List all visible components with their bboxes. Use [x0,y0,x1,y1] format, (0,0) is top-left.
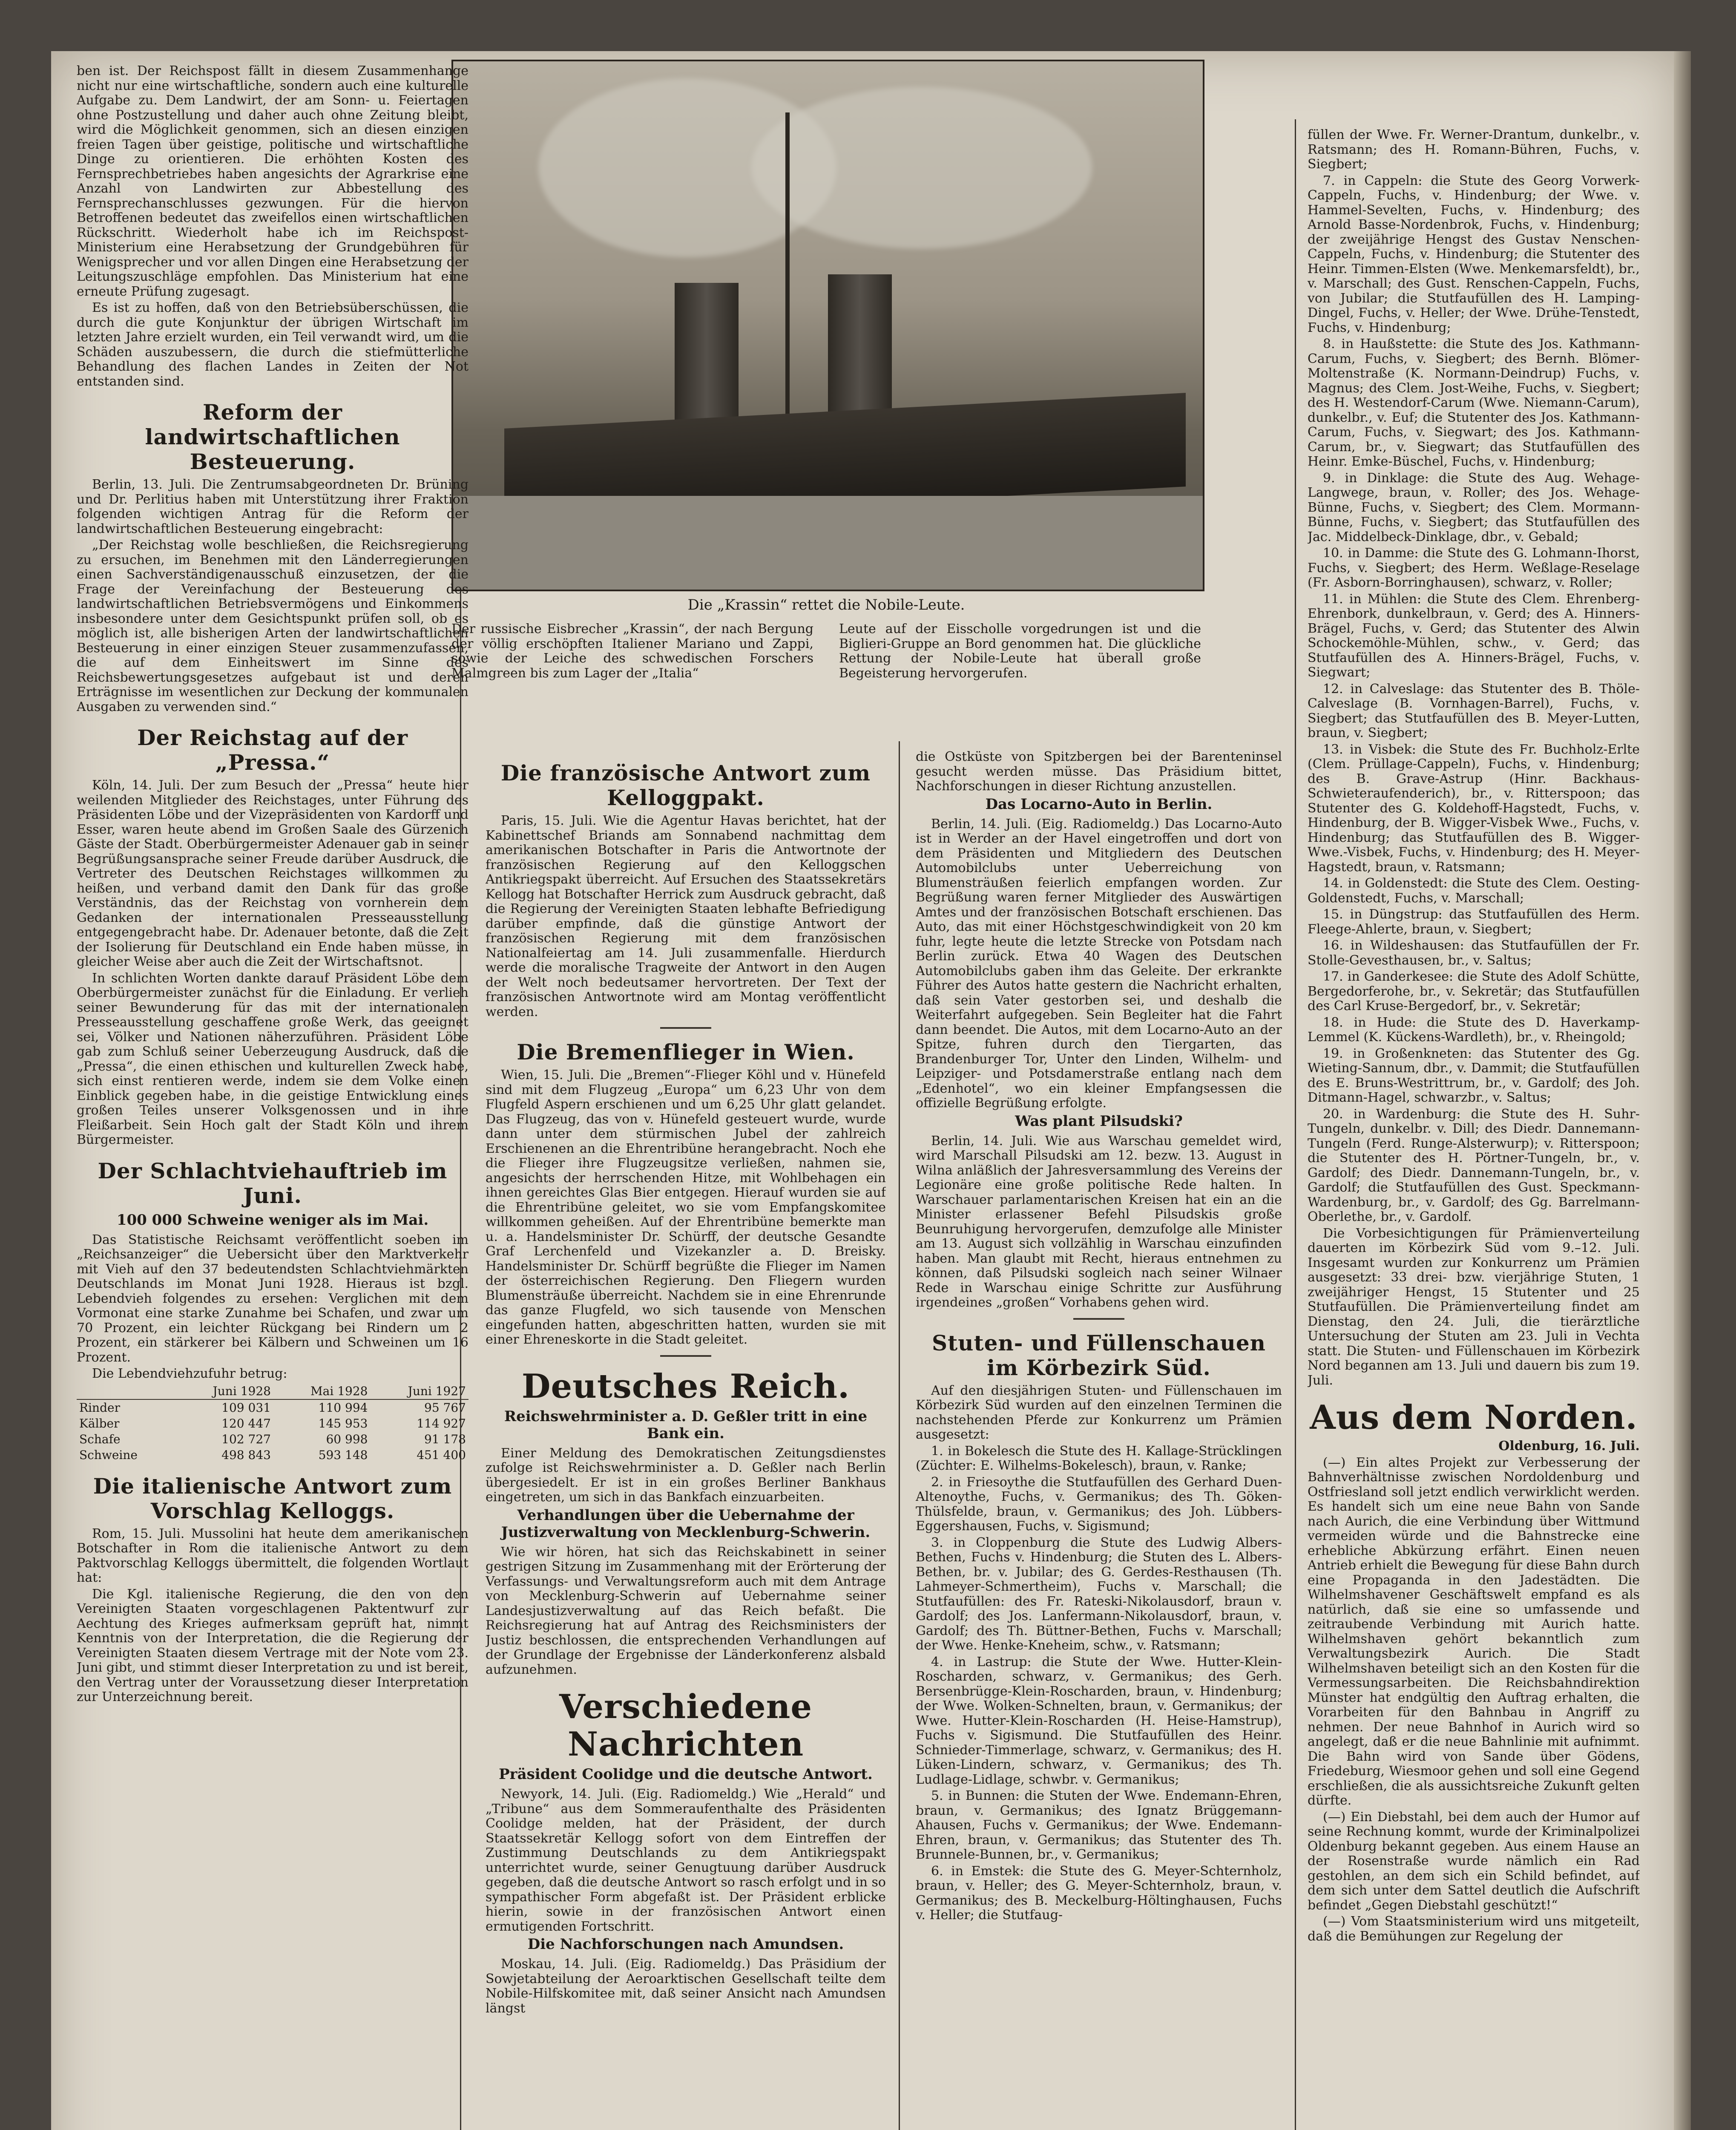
article-text: 11. in Mühlen: die Stute des Clem. Ehrenberg-Ehrenbork, dunkelbraun, v. Gerd; des A. Hinners-Brägel, Fuchs, v. Gerd; das Stutenter des Alwin Schockemöhle-Mühlen, schw., v. Gerd; das Stutfaufüllen des A. Hinners-Brägel, Fuchs, v. Siegwart; [1308,591,1640,680]
headline-pressa: Der Reichstag auf der „Pressa.“ [137,725,408,775]
article-text: Das Statistische Reichsamt veröffentlicht soeben im „Reichsanzeiger“ die Uebersicht über den Marktverkehr mit Vieh auf den 37 bedeutendsten Schlachtviehmärkten Deutschlands im Monat Juni 1928. Hieraus ist bzgl. Lebendvieh folgendes zu ersehen: Verglichen mit dem Vormonat eine starke Zunahme bei Schafen, und zwar um 70 Prozent, ein leichter Rückgang bei Rindern um 2 Prozent, ein stärkerer bei Kälbern und Schweinen um 16 Prozent. [77,1232,468,1365]
article-text: Berlin, 13. Juli. Die Zentrumsabgeordneten Dr. Brüning und Dr. Perlitius haben mit Unterstützung ihrer Fraktion folgenden wichtigen Antrag für die Reform der landwirtschaftlichen Besteuerung eingebracht: [77,477,468,536]
article-text: 20. in Wardenburg: die Stute des H. Suhr-Tungeln, dunkelbr. v. Dill; des Diedr. Dannemann-Tungeln (Ferd. Runge-Alsterwurp); v. Ritterspoon; die Stutenter des H. Pörtner-Tungeln, br., v. Gardolf; des Diedr. Dannemann-Tungeln, br., v. Gardolf; die Stutfaufüllen des Gust. Speckmann-Wardenburg, br., v. Gardolf; des Gg. Barrelmann-Oberlethe, br., v. Gardolf. [1308,1106,1640,1224]
table-header: Juni 1927 [370,1383,468,1399]
article-text: 3. in Cloppenburg die Stute des Ludwig Albers-Bethen, Fuchs v. Hindenburg; die Stuten des L. Albers-Bethen, br. v. Jubilar; des G. Gerdes-Resthausen (Th. Lahmeyer-Schmertheim), Fuchs v. Marschall; die Stutfaufüllen: des Fr. Rateski-Nikolausdorf, braun v. Gardolf; des Jos. Lanfermann-Nikolausdorf, braun, v. Gardolf; des Th. Büttner-Bethen, Fuchs v. Marschall; der Wwe. Henke-Kneheim, schw., v. Ratsmann; [916,1535,1282,1653]
column-3 [916,750,1282,2130]
article-text: (—) Vom Staatsministerium wird uns mitgeteilt, daß die Bemühungen zur Regelung der [1308,1914,1640,1944]
table-cell: Schweine [79,1448,138,1462]
column-4 [1308,128,1640,2130]
table-cell: 60 998 [326,1432,368,1446]
table-row [77,1431,468,1447]
table-header [77,1383,175,1399]
headline-reform: Reform der landwirtschaftlichen Besteuerung. [145,400,400,474]
photo-krassin-icebreaker [451,60,1204,591]
subheadline: Das Locarno-Auto in Berlin. [985,795,1213,813]
subheadline: Was plant Pilsudski? [1015,1112,1183,1130]
article-text: 8. in Haußstette: die Stute des Jos. Kathmann-Carum, Fuchs, v. Siegbert; des Bernh. Blömer-Moltenstraße (K. Normann-Deindrup) Fuchs, v. Magnus; des Clem. Jost-Weihe, Fuchs, v. Siegbert; des H. Westendorf-Carum (Wwe. Niemann-Carum), dunkelbr., v. Euf; die Stutenter des Jos. Kathmann-Carum, Fuchs, v. Siegwart; des Jos. Kathmann-Carum, br., v. Siegwart; das Stutfaufüllen des Heinr. Emke-Büschel, Fuchs, v. Hindenburg; [1308,337,1640,469]
section-head-verschiedene-nachrichten: Verschiedene Nachrichten [559,1687,812,1764]
table-cell: Rinder [79,1400,120,1415]
article-text: 15. in Düngstrup: das Stutfaufüllen des Herm. Fleege-Ahlerte, braun, v. Siegbert; [1308,907,1640,937]
subheadline: Präsident Coolidge und die deutsche Antwort. [499,1766,873,1783]
headline-franzoesische-antwort: Die französische Antwort zum Kelloggpakt. [500,760,871,810]
article-text: (—) Ein altes Projekt zur Verbesserung der Bahnverhältnisse zwischen Nordoldenburg und Ostfriesland soll jetzt endlich verwirklicht werden. Es handelt sich um eine neue Bahn von Sande nach Aurich, die eine Verbindung über Wittmund vermeiden würde und die Bahnstrecke eine erhebliche Abkürzung erfährt. Einen neuen Antrieb erhielt die Bewegung für diese Bahn durch eine Propaganda in den Jadestädten. Die Wilhelmshavener Geschäftswelt empfand es als natürlich, daß sie eine so umfassende und zeitraubende Verbindung mit Aurich hatte. Wilhelmshaven gehört bekanntlich zum Verwaltungsbezirk Aurich. Die Stadt Wilhelmshaven beteiligt sich an den Kosten für die Vermessungsarbeiten. Die Reichsbahndirektion Münster hat endgültig den Auftrag erhalten, die Vorarbeiten für den Bahnbau in Angriff zu nehmen. Der neue Bahnhof in Aurich wird so angelegt, daß er die neue Bahnlinie mit aufnimmt. Die Bahn wird von Sande über Gödens, Friedeburg, Wiesmoor gehen und soll eine Gegend erschließen, die als aussichtsreiche Zukunft gelten dürfte. [1308,1455,1640,1808]
article-text: In schlichten Worten dankte darauf Präsident Löbe dem Oberbürgermeister zunächst für die Einladung. Er verlieh seiner Bewunderung für das mit der internationalen Presseausstellung geschaffene große Werk, das geeignet sei, Völker und Nationen näherzuführen. Präsident Löbe gab zum Schluß seiner Ueberzeugung Ausdruck, daß die „Pressa“, die einen ethischen und kulturellen Zweck habe, sich einst rentieren werde, indem sie dem Volke einen Einblick gegeben habe, in die geistige Entwicklung eines großen Teiles unserer Volksgenossen und in ihre Fleißarbeit. Sein Hoch galt der Stadt Köln und ihrem Bürgermeister. [77,970,468,1147]
subheadline: Reichswehrminister a. D. Geßler tritt in eine Bank ein. [504,1408,868,1442]
article-text: 17. in Ganderkesee: die Stute des Adolf Schütte, Bergedorferohe, br., v. Sekretär; das Stutfaufüllen des Carl Kruse-Bergedorf, br., v. Sekretär; [1308,969,1640,1013]
article-text: 13. in Visbek: die Stute des Fr. Buchholz-Erlte (Clem. Prüllage-Cappeln), Fuchs, v. Hindenburg; des B. Grave-Astrup (Hinr. Backhaus-Schwieteraufenderich), br., v. Ritterspoon; das Stutenter des G. Koldehoff-Hagstedt, Fuchs, v. Hindenburg, der B. Wigger-Visbek Wwe., Fuchs, v. Hindenburg; das Stutfaufüllen des B. Wigger-Wwe.-Visbek, Fuchs, v. Hindenburg; des H. Meyer-Hagstedt, braun, v. Ratsmann; [1308,742,1640,875]
article-text: Paris, 15. Juli. Wie die Agentur Havas berichtet, hat der Kabinettschef Briands am Sonnabend nachmittag dem amerikanischen Botschafter in Paris die Antwortnote der französischen Regierung auf den Kelloggschen Antikriegspakt überreicht. Auf Ersuchen des Staatssekretärs Kellogg hat Botschafter Herrick zum Ausdruck gebracht, daß die Regierung der Vereinigten Staaten lebhafte Befriedigung darüber empfinde, daß die günstige Antwort der französischen Regierung mit dem französischen Nationalfeiertag am 14. Juli zusammenfalle. Hierdurch werde die moralische Tragweite der Antwort in den Augen der Welt noch bedeutsamer hervortreten. Der Text der französischen Antwortnote wird am Montag veröffentlicht werden. [486,813,886,1019]
table-cell: 451 400 [417,1448,466,1462]
article-text: 7. in Cappeln: die Stute des Georg Vorwerk-Cappeln, Fuchs, v. Hindenburg; der Wwe. v. Hammel-Sevelten, Fuchs, v. Hindenburg; des Arnold Basse-Nordenbrok, Fuchs, v. Hindenburg; der zweijährige Hengst des Gustav Nenschen-Cappeln, Fuchs, v. Hindenburg; die Stutenter des Heinr. Timmen-Elsten (Wwe. Menkemarsfeldt), br., v. Marschall; des Gust. Renschen-Cappeln, Fuchs, von Jubilar; die Stutfaufüllen des H. Lamping-Dingel, Fuchs, v. Heller; der Wwe. Drühe-Tenstedt, Fuchs, v. Hindenburg; [1308,173,1640,335]
article-text: 12. in Calveslage: das Stutenter des B. Thöle-Calveslage (B. Vornhagen-Barrel), Fuchs, v. Siegbert; das Stutfaufüllen des B. Meyer-Lutten, braun, v. Siegbert; [1308,681,1640,740]
column-2 [486,750,886,2130]
photo-text-right: Leute auf der Eisscholle vorgedrungen ist und die Biglieri-Gruppe an Bord genommen hat. Die glückliche Rettung der Nobile-Leute hat überall große Begeisterung hervorgerufen. [839,622,1201,681]
table-row [77,1416,468,1431]
subheadline: Die Nachforschungen nach Amundsen. [527,1936,844,1953]
article-text: Die Kgl. italienische Regierung, die den von den Vereinigten Staaten vorgeschlagenen Paktentwurf zur Aechtung des Krieges aufmerksam geprüft hat, nimmt Kenntnis von der Interpretation, die die Regierung der Vereinigten Staaten diesem Vertrage mit der Note vom 23. Juni gibt, und stimmt dieser Interpretation zu und ist bereit, den Vertrag unter der Voraussetzung dieser Interpretation zur Unterzeichnung bereit. [77,1586,468,1704]
article-text: 14. in Goldenstedt: die Stute des Clem. Oesting-Goldenstedt, Fuchs, v. Marschall; [1308,876,1640,906]
article-text: Köln, 14. Juli. Der zum Besuch der „Pressa“ heute hier weilenden Mitglieder des Reichstages, unter Führung des Präsidenten Löbe und der Vizepräsidenten von Kardorff und Esser, waren heute abend im Großen Saale des Gürzenich Gäste der Stadt. Oberbürgermeister Adenauer gab in seiner Begrüßungsansprache seiner Freude darüber Ausdruck, die Vertreter des Deutschen Reichstages willkommen zu heißen, und verband damit den Dank für das große Verständnis, das der Reichstag von vornherein dem Gedanken der internationalen Presseausstellung entgegengebracht habe. Dr. Adenauer betonte, daß die Zeit der Isolierung für Deutschland ein Ende haben müsse, in gleicher Weise aber auch die Zeit der Wirtschaftsnot. [77,778,468,969]
article-text: 1. in Bokelesch die Stute des H. Kallage-Strücklingen (Züchter: E. Wilhelms-Bokelesch), braun, v. Ranke; [916,1443,1282,1473]
table-cell: 91 178 [424,1432,466,1446]
article-text: 2. in Friesoythe die Stutfaufüllen des Gerhard Duen-Altenoythe, Fuchs, v. Germanikus; des Th. Göken-Thülsfelde, braun, v. Germanikus; des Joh. Lübbers-Eggershausen, Fuchs, v. Sigismund; [916,1474,1282,1534]
column-rule [899,741,900,2130]
article-text: die Ostküste von Spitzbergen bei der Barenteninsel gesucht werden müsse. Das Präsidium bittet, Nachforschungen in dieser Richtung anzustellen. [916,750,1282,794]
article-text: 19. in Großenkneten: das Stutenter des Gg. Wieting-Sannum, dbr., v. Dammit; die Stutfaufüllen des E. Bruns-Westrittrum, br., v. Gardolf; des Joh. Ditmann-Hagel, schwarzbr., v. Saltus; [1308,1046,1640,1105]
table-cell: 498 843 [221,1448,271,1462]
headline-bremenflieger: Die Bremenflieger in Wien. [517,1039,855,1065]
table-cell: 102 727 [221,1432,271,1446]
article-text: Rom, 15. Juli. Mussolini hat heute dem amerikanischen Botschafter in Rom die italienische Antwort zu dem Paktvorschlag Kelloggs übermittelt, die folgenden Wortlaut hat: [77,1526,468,1585]
table-cell: 145 953 [318,1416,368,1431]
article-text: Wien, 15. Juli. Die „Bremen“-Flieger Köhl und v. Hünefeld sind mit dem Flugzeug „Europa“ um 6,23 Uhr von dem Flugfeld Aspern erschienen und um 6,25 Uhr glatt gelandet. Das Flugzeug, das von v. Hünefeld gesteuert wurde, wurde dann unter dem stürmischen Jubel der zahlreich Erschienenen an die Ehrentribüne herangebracht. Noch ehe die Flieger ihre Flugzeugsitze verließen, nahmen sie, angesichts der herrschenden Hitze, mit Wohlbehagen ein ihnen gereichtes Glas Bier entgegen. Hierauf wurden sie auf die Ehrentribüne geleitet, wo sie vom Empfangskomitee willkommen geheißen. Auf der Ehrentribüne bemerkte man u. a. Handelsminister Dr. Schürff, der deutsche Gesandte Graf Lerchenfeld und Vizekanzler a. D. Breisky. Handelsminister Dr. Schürff begrüßte die Flieger im Namen der österreichischen Regierung. Den Fliegern wurden Blumensträuße überreicht. Nachdem sie in eine Ehrenrunde das ganze Flugfeld, wo sich tausende von Menschen eingefunden hatten, abgeschritten hatten, wurden sie mit einer Ehreneskorte in die Stadt geleitet. [486,1068,886,1347]
table-cell: 593 148 [318,1448,368,1462]
section-divider [660,1027,711,1029]
subheadline: Verhandlungen über die Uebernahme der Justizverwaltung von Mecklenburg-Schwerin. [501,1506,871,1541]
article-text: Newyork, 14. Juli. (Eig. Radiomeldg.) Wie „Herald“ und „Tribune“ aus dem Sommeraufenthalte des Präsidenten Coolidge melden, hat der Präsident, der durch Staatssekretär Kellogg sofort von dem Eintreffen der Zustimmung Deutschlands zu dem Antikriegspakt unterrichtet wurde, seiner Genugtuung darüber Ausdruck gegeben, daß die deutsche Antwort so rasch erfolgt und in so sympathischer Form abgefaßt ist. Der Präsident erblicke hierin, sowie in der französischen Antwort einen ermutigenden Fortschritt. [486,1787,886,1934]
section-head-deutsches-reich: Deutsches Reich. [521,1367,850,1406]
livestock-table [77,1383,468,1463]
article-text: 4. in Lastrup: die Stute der Wwe. Hutter-Klein-Roscharden, schwarz, v. Germanikus; des Gerh. Bersenbrügge-Klein-Roscharden, braun, v. Hindenburg; der Wwe. Wolken-Schnelten, braun, v. Germanikus; der Wwe. Hutter-Klein-Roscharden (H. Heise-Hamstrup), Fuchs v. Sigismund. Die Stutfaufüllen des Heinr. Schnieder-Timmerlage, schwarz, v. Germanikus; des H. Lüken-Lindern, schwarz, v. Germanikus; des Th. Ludlage-Lidlage, schwbr. v. Germanikus; [916,1654,1282,1787]
table-cell: 110 994 [318,1400,368,1415]
article-text: Berlin, 14. Juli. (Eig. Radiomeldg.) Das Locarno-Auto ist in Werder an der Havel eingetroffen und dort von dem Präsidenten und Mitgliedern des Deutschen Automobilclubs unter Ueberreichung von Blumensträußen feierlich empfangen worden. Zur Begrüßung waren ferner Mitglieder des Auswärtigen Amtes und der französischen Botschaft erschienen. Das Auto, das mit einer Höchstgeschwindigkeit von 20 km fuhr, legte heute die letzte Strecke von Potsdam nach Berlin zurück. Etwa 40 Wagen des Deutschen Automobilclubs gaben ihm das Geleite. Der erkrankte Führer des Autos hatte gestern die Nachricht erhalten, daß sein Vater gestorben sei, und deshalb die Weiterfahrt aufgegeben. Sein Begleiter hat die Fahrt dann beendet. Die Autos, mit dem Locarno-Auto an der Spitze, fuhren durch den Tiergarten, das Brandenburger Tor, Unter den Linden, Wilhelm- und Leipziger- und Potsdamerstraße entlang nach dem „Edenhotel“, wo ein kleiner Empfangsessen die offizielle Begrüßung erfolgte. [916,816,1282,1111]
article-text: Es ist zu hoffen, daß von den Betriebsüberschüssen, die durch die gute Konjunktur der übrigen Wirtschaft im letzten Jahre erzielt wurden, ein Teil verwandt wird, um die Schäden auszubessern, die durch die stiefmütterliche Behandlung des flachen Landes in Zeiten der Not entstanden sind. [77,300,468,389]
photo-text-left: Der russische Eisbrecher „Krassin“, der nach Bergung der völlig erschöpften Italiener Mariano und Zappi, sowie der Leiche des schwedischen Forschers Malmgreen bis zum Lager der „Italia“ [451,622,813,681]
section-divider [1073,1318,1124,1320]
section-head-aus-dem-norden: Aus dem Norden. [1310,1398,1638,1437]
headline-italienische-antwort: Die italienische Antwort zum Vorschlag Kelloggs. [93,1473,452,1523]
headline-schlachtvieh: Der Schlachtviehauftrieb im Juni. [98,1158,448,1208]
article-text: Die Lebendviehzufuhr betrug: [92,1366,287,1381]
table-cell: 114 927 [417,1416,466,1431]
table-header: Juni 1928 [175,1383,273,1399]
table-row [77,1447,468,1463]
table-cell: 109 031 [221,1400,271,1415]
article-text: „Der Reichstag wolle beschließen, die Reichsregierung zu ersuchen, im Benehmen mit den Länderregierungen einen Sachverständigenausschuß einzusetzen, der die Frage der Vereinfachung der Besteuerung des landwirtschaftlichen Betriebsvermögens und Einkommens insbesondere unter dem Gesichtspunkt prüfen soll, ob es möglich ist, alle bisherigen Arten der landwirtschaftlichen Besteuerung in einer einzigen Steuer zusammenzufassen, die auf dem Einheitswert im Sinne des Reichsbewertungsgesetzes aufgebaut ist und deren Erträgnisse im wesentlichen zur Deckung der kommunalen Ausgaben zu verwenden sind.“ [77,538,468,714]
section-divider [660,1355,711,1357]
article-text: Auf den diesjährigen Stuten- und Füllenschauen im Körbezirk Süd wurden auf den einzelnen Terminen die nachstehenden Pferde zur Konkurrenz um Prämien ausgesetzt: [916,1383,1282,1442]
article-text: 5. in Bunnen: die Stuten der Wwe. Endemann-Ehren, braun, v. Germanikus; des Ignatz Brüggemann-Ahausen, Fuchs v. Germanikus; der Wwe. Endemann-Ehren, braun, v. Germanikus; das Stutenter des Th. Brunnele-Bunnen, br., v. Germanikus; [916,1788,1282,1862]
article-text: 6. in Emstek: die Stute des G. Meyer-Schternholz, braun, v. Heller; des G. Meyer-Schternholz, braun, v. Germanikus; des B. Meckelburg-Höltinghausen, Fuchs v. Heller; die Stutfaug- [916,1863,1282,1923]
article-text: 16. in Wildeshausen: das Stutfaufüllen der Fr. Stolle-Gevesthausen, br., v. Saltus; [1308,938,1640,968]
table-header: Mai 1928 [273,1383,371,1399]
article-text: Die Vorbesichtigungen für Prämienverteilung dauerten im Körbezirk Süd vom 9.–12. Juli. Insgesamt wurden zur Konkurrenz um Prämien ausgesetzt: 33 drei- bzw. vierjährige Stuten, 1 zweijähriger Hengst, 15 Stutenter und 25 Stutfaufüllen. Die Prämienverteilung findet am Dienstag, den 24. Juli, die tierärztliche Untersuchung der Stuten am 23. Juli in Vechta statt. Die Stuten- und Füllenschauen im Körbezirk Nord begannen am 13. Juli und dauern bis zum 19. Juli. [1308,1226,1640,1388]
table-row [77,1399,468,1416]
article-text: Einer Meldung des Demokratischen Zeitungsdienstes zufolge ist Reichswehrminister a. D. Geßler nach Berlin übergesiedelt. Er ist in ein großes Berliner Bankhaus eingetreten, um sich in das Bankfach einzuarbeiten. [486,1445,886,1505]
article-text: 18. in Hude: die Stute des D. Haverkamp-Lemmel (K. Kückens-Wardleth), br., v. Rheingold; [1308,1015,1640,1045]
dateline: Oldenburg, 16. Juli. [1498,1439,1640,1454]
table-cell: Kälber [79,1416,120,1431]
article-text: füllen der Wwe. Fr. Werner-Drantum, dunkelbr., v. Ratsmann; des H. Romann-Bühren, Fuchs, v. Siegbert; [1308,128,1640,172]
photo-caption: Die „Krassin“ rettet die Nobile-Leute. [687,596,965,613]
article-text: Wie wir hören, hat sich das Reichskabinett in seiner gestrigen Sitzung im Zusammenhang mit der Erörterung der Verfassungs- und Verwaltungsreform auch mit dem Antrage von Mecklenburg-Schwerin auf Uebernahme seiner Landesjustizverwaltung auf das Reich befaßt. Die Reichsregierung hat auf Antrag des Reichsministers der Justiz beschlossen, die entsprechenden Verhandlungen auf der Grundlage der Ergebnisse der Länderkonferenz alsbald aufzunehmen. [486,1544,886,1677]
headline-stutenschauen: Stuten- und Füllenschauen im Körbezirk Süd. [931,1330,1266,1380]
table-cell: 95 767 [424,1400,466,1415]
article-text: ben ist. Der Reichspost fällt in diesem Zusammenhange nicht nur eine wirtschaftliche, sondern auch eine kulturelle Aufgabe zu. Dem Landwirt, der am Sonn- u. Feiertagen ohne Postzustellung und daher auch ohne Zeitung bleibt, wird die Möglichkeit genommen, sich an diesen einzigen freien Tagen über geistige, politische und wirtschaftliche Dinge zu orientieren. Die erhöhten Kosten des Fernsprechbetriebes haben angesichts der Agrarkrise eine Anzahl von Landwirten zur Abbestellung des Fernsprechanschlusses gezwungen. Für die hiervon Betroffenen bedeutet das zweifellos einen wirtschaftlichen Rückschritt. Wiederholt habe ich im Reichspost-Ministerium eine Herabsetzung der Grundgebühren für Wenigsprecher und vor allen Dingen eine Herabsetzung der Leitungszuschläge empfohlen. Das Ministerium hat eine erneute Prüfung zugesagt. [77,64,468,299]
column-1 [77,64,468,2130]
article-text: (—) Ein Diebstahl, bei dem auch der Humor auf seine Rechnung kommt, wurde der Kriminalpolizei Oldenburg bekannt gegeben. Aus einem Hause an der Rosenstraße wurde nämlich ein Rad gestohlen, an dem sich ein Schild befindet, auf dem sich unter dem Sattel deutlich die Aufschrift befindet „Gegen Diebstahl geschützt!“ [1308,1809,1640,1913]
column-rule [1295,119,1296,2130]
page-edge [1674,51,1691,2130]
subheadline: 100 000 Schweine weniger als im Mai. [116,1211,429,1229]
article-text: Moskau, 14. Juli. (Eig. Radiomeldg.) Das Präsidium der Sowjetabteilung der Aeroarktischen Gesellschaft teilte dem Nobile-Hilfskomitee mit, daß seiner Ansicht nach Amundsen längst [486,1957,886,2016]
article-text: 10. in Damme: die Stute des G. Lohmann-Ihorst, Fuchs, v. Siegbert; des Herm. Weßlage-Reselage (Fr. Asborn-Borringhausen), schwarz, v. Roller; [1308,546,1640,590]
article-text: Berlin, 14. Juli. Wie aus Warschau gemeldet wird, wird Marschall Pilsudski am 12. bezw. 13. August in Wilna anläßlich der Jahresversammlung des Vereins der Legionäre eine große politische Rede halten. In Warschauer parlamentarischen Kreisen hat ein an die Minister erlassener Befehl Pilsudskis große Beunruhigung hervorgerufen, demzufolge alle Minister am 13. August sich vollzählig in Warschau einzufinden haben. Man glaubt mit Recht, hieraus entnehmen zu können, daß Pilsudski sogleich nach seiner Wilnaer Rede in Warschau einige Schritte zur Ausführung irgendeines „großen“ Vorhabens gehen wird. [916,1133,1282,1310]
article-text: 9. in Dinklage: die Stute des Aug. Wehage-Langwege, braun, v. Roller; des Jos. Wehage-Bünne, Fuchs, v. Siegbert; des Clem. Mormann-Bünne, Fuchs, v. Siegbert; das Stutfaufüllen des Jac. Middelbeck-Dinklage, dbr., v. Gebald; [1308,470,1640,544]
table-cell: 120 447 [221,1416,271,1431]
table-cell: Schafe [79,1432,121,1446]
